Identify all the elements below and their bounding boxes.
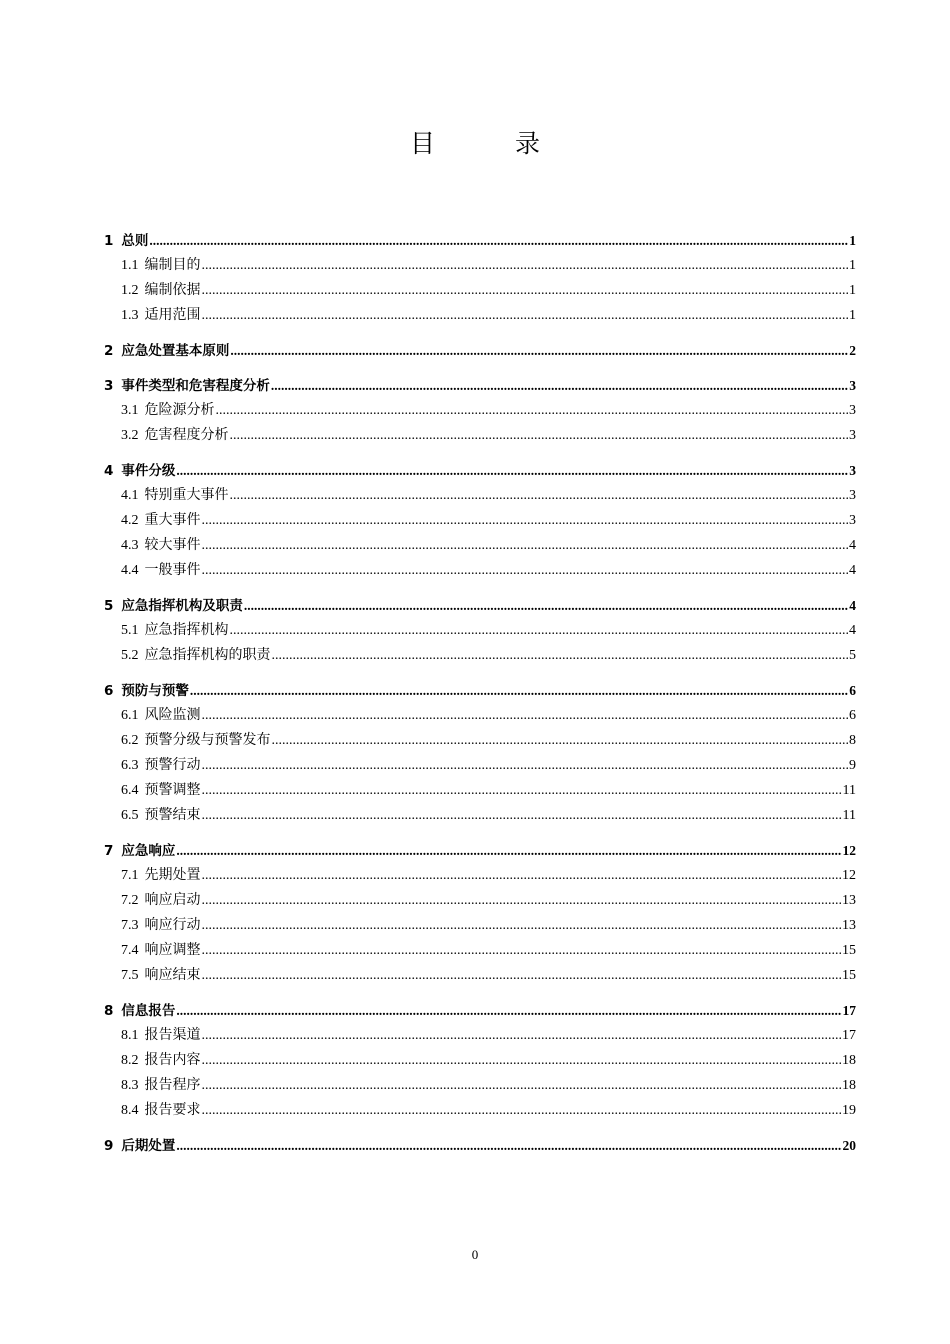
toc-entry-page: 3 [849, 488, 856, 503]
toc-entry-page: 1 [849, 258, 856, 273]
toc-entry-page: 13 [842, 918, 856, 933]
toc-entry-number: 6.3 [121, 758, 139, 773]
toc-entry-number: 4.3 [121, 538, 139, 553]
toc-dot-leader [202, 278, 849, 303]
toc-entry-page: 3 [849, 378, 856, 393]
page-number: 0 [471, 1247, 479, 1262]
toc-dot-leader [202, 558, 849, 583]
toc-entry-label [104, 229, 148, 254]
toc-entry-title: 编制依据 [144, 283, 201, 298]
toc-entry-title: 事件类型和危害程度分析 [121, 378, 270, 394]
toc-entry-label [121, 1048, 201, 1073]
toc-entry-number: 4.4 [121, 563, 139, 578]
toc-entry-page: 11 [842, 808, 856, 823]
toc-section-entry[interactable] [104, 508, 856, 533]
toc-entry-label [104, 839, 175, 864]
toc-entry-page: 9 [849, 758, 856, 773]
toc-entry-number: 8.3 [121, 1078, 139, 1093]
toc-entry-title: 风险监测 [144, 708, 201, 723]
toc-dot-leader [149, 228, 848, 253]
toc-entry-number: 3 [104, 378, 114, 394]
toc-entry-title: 总则 [121, 233, 149, 249]
toc-entry-number: 7.1 [121, 868, 139, 883]
toc-section-entry[interactable] [104, 888, 856, 913]
toc-dot-leader [190, 678, 848, 703]
toc-entry-page: 1 [849, 308, 856, 323]
toc-section-entry[interactable] [104, 423, 856, 448]
toc-entry-label [121, 913, 201, 938]
toc-entry-label [104, 459, 175, 484]
toc-entry-number: 6.2 [121, 733, 139, 748]
toc-entry-title: 应急指挥机构的职责 [144, 648, 271, 663]
toc-entry-number: 1.3 [121, 308, 139, 323]
toc-entry-label [121, 303, 201, 328]
toc-entry-title: 危险源分析 [144, 403, 215, 418]
toc-entry-number: 6.1 [121, 708, 139, 723]
toc-entry-title: 先期处置 [144, 868, 201, 883]
toc-dot-leader [202, 753, 849, 778]
toc-entry-number: 7.5 [121, 968, 139, 983]
toc-dot-leader [176, 1133, 841, 1158]
toc-entry-title: 适用范围 [144, 308, 201, 323]
toc-entry-label [121, 558, 201, 583]
toc-entry-label [121, 643, 271, 668]
toc-entry-page: 3 [849, 513, 856, 528]
toc-entry-title: 后期处置 [121, 1138, 176, 1154]
toc-entry-title: 危害程度分析 [144, 428, 229, 443]
toc-section-entry[interactable] [104, 703, 856, 728]
toc-dot-leader [176, 458, 848, 483]
toc-dot-leader [216, 398, 849, 423]
toc-entry-page: 1 [849, 233, 856, 248]
toc-entry-label [121, 398, 215, 423]
toc-entry-page: 12 [842, 868, 856, 883]
toc-entry-label [121, 533, 201, 558]
toc-entry-label [121, 963, 201, 988]
toc-chapter-entry[interactable] [104, 1133, 856, 1158]
toc-entry-page: 12 [842, 843, 856, 858]
toc-entry-page: 2 [849, 343, 856, 358]
toc-dot-leader [272, 728, 849, 753]
toc-section-entry[interactable] [104, 1048, 856, 1073]
toc-entry-number: 1.2 [121, 283, 139, 298]
toc-entry-number: 9 [104, 1138, 114, 1154]
toc-entry-label [121, 703, 201, 728]
toc-entry-title: 应急响应 [121, 843, 176, 859]
toc-entry-page: 4 [849, 598, 856, 613]
toc-entry-page: 17 [842, 1028, 856, 1043]
toc-dot-leader [271, 373, 848, 398]
toc-dot-leader [202, 703, 849, 728]
toc-chapter-entry[interactable] [104, 838, 856, 863]
toc-entry-label [104, 594, 243, 619]
toc-entry-label [121, 618, 229, 643]
toc-dot-leader [202, 1048, 842, 1073]
toc-dot-leader [202, 938, 842, 963]
toc-entry-title: 响应行动 [144, 918, 201, 933]
toc-entry-number: 6 [104, 683, 114, 699]
toc-section-entry[interactable] [104, 753, 856, 778]
toc-dot-leader [202, 253, 849, 278]
toc-entry-title: 预警分级与预警发布 [144, 733, 271, 748]
toc-dot-leader [176, 838, 841, 863]
toc-entry-page: 15 [842, 943, 856, 958]
toc-dot-leader [230, 423, 849, 448]
toc-section-entry[interactable] [104, 803, 856, 828]
toc-dot-leader [272, 643, 849, 668]
toc-entry-page: 15 [842, 968, 856, 983]
toc-section-entry[interactable] [104, 398, 856, 423]
toc-section-entry[interactable] [104, 558, 856, 583]
toc-entry-number: 4.2 [121, 513, 139, 528]
toc-entry-label [121, 278, 201, 303]
toc-entry-number: 1.1 [121, 258, 139, 273]
toc-section-entry[interactable] [104, 253, 856, 278]
toc-entry-title: 预警行动 [144, 758, 201, 773]
toc-section-entry[interactable] [104, 643, 856, 668]
toc-chapter-entry[interactable] [104, 593, 856, 618]
toc-entry-label [104, 679, 189, 704]
toc-entry-title: 特别重大事件 [144, 488, 229, 503]
toc-entry-title: 响应调整 [144, 943, 201, 958]
toc-entry-title: 响应启动 [144, 893, 201, 908]
toc-entry-page: 20 [842, 1138, 856, 1153]
toc-entry-label [104, 374, 270, 399]
toc-entry-label [121, 863, 201, 888]
toc-entry-title: 预警调整 [144, 783, 201, 798]
toc-chapter-entry[interactable] [104, 338, 856, 363]
toc-entry-number: 5 [104, 598, 114, 614]
toc-section-entry[interactable] [104, 938, 856, 963]
toc-entry-title: 应急指挥机构及职责 [121, 598, 243, 614]
toc-entry-title: 应急处置基本原则 [121, 343, 230, 359]
toc-entry-number: 8 [104, 1003, 114, 1019]
toc-entry-page: 18 [842, 1053, 856, 1068]
toc-entry-page: 19 [842, 1103, 856, 1118]
toc-entry-title: 报告渠道 [144, 1028, 201, 1043]
toc-chapter-entry[interactable] [104, 373, 856, 398]
toc-entry-title: 响应结束 [144, 968, 201, 983]
toc-entry-number: 7 [104, 843, 114, 859]
toc-dot-leader [202, 303, 849, 328]
toc-chapter-entry[interactable] [104, 678, 856, 703]
toc-entry-page: 4 [849, 623, 856, 638]
toc-entry-label [121, 888, 201, 913]
toc-dot-leader [230, 483, 849, 508]
toc-dot-leader [202, 803, 842, 828]
toc-dot-leader [202, 1023, 842, 1048]
toc-entry-number: 7.2 [121, 893, 139, 908]
toc-entry-label [104, 1134, 175, 1159]
toc-entry-number: 7.3 [121, 918, 139, 933]
toc-entry-label [121, 423, 229, 448]
toc-entry-title: 报告程序 [144, 1078, 201, 1093]
toc-section-entry[interactable] [104, 778, 856, 803]
toc-dot-leader [202, 888, 842, 913]
toc-dot-leader [244, 593, 848, 618]
toc-section-entry[interactable] [104, 728, 856, 753]
toc-entry-label [121, 483, 229, 508]
toc-entry-label [121, 728, 271, 753]
toc-entry-page: 11 [842, 783, 856, 798]
toc-section-entry[interactable] [104, 863, 856, 888]
toc-entry-title: 报告要求 [144, 1103, 201, 1118]
toc-entry-title: 报告内容 [144, 1053, 201, 1068]
toc-dot-leader [202, 913, 842, 938]
toc-entry-number: 6.4 [121, 783, 139, 798]
toc-entry-title: 应急指挥机构 [144, 623, 229, 638]
toc-chapter-entry[interactable] [104, 228, 856, 253]
page-title: 目 录 [410, 129, 576, 158]
toc-entry-title: 一般事件 [144, 563, 201, 578]
toc-section-entry[interactable] [104, 913, 856, 938]
toc-entry-title: 较大事件 [144, 538, 201, 553]
toc-entry-number: 5.1 [121, 623, 139, 638]
toc-dot-leader [230, 618, 849, 643]
toc-dot-leader [202, 963, 842, 988]
toc-entry-label [121, 253, 201, 278]
toc-entry-label [104, 339, 229, 364]
toc-entry-page: 13 [842, 893, 856, 908]
toc-entry-number: 8.1 [121, 1028, 139, 1043]
toc-entry-label [121, 938, 201, 963]
toc-entry-title: 预警结束 [144, 808, 201, 823]
toc-section-entry[interactable] [104, 618, 856, 643]
toc-entry-label [121, 1073, 201, 1098]
toc-section-entry[interactable] [104, 1023, 856, 1048]
toc-entry-page: 4 [849, 563, 856, 578]
toc-entry-label [121, 508, 201, 533]
toc-entry-page: 8 [849, 733, 856, 748]
toc-entry-number: 3.1 [121, 403, 139, 418]
toc-dot-leader [176, 998, 841, 1023]
toc-entry-number: 7.4 [121, 943, 139, 958]
toc-section-entry[interactable] [104, 533, 856, 558]
toc-chapter-entry[interactable] [104, 458, 856, 483]
toc-section-entry[interactable] [104, 483, 856, 508]
toc-entry-page: 6 [849, 708, 856, 723]
toc-entry-label [121, 1023, 201, 1048]
toc-entry-title: 事件分级 [121, 463, 176, 479]
toc-dot-leader [202, 533, 849, 558]
toc-entry-number: 1 [104, 233, 114, 249]
toc-entry-number: 2 [104, 343, 114, 359]
toc-entry-number: 6.5 [121, 808, 139, 823]
toc-entry-page: 3 [849, 463, 856, 478]
toc-entry-page: 17 [842, 1003, 856, 1018]
toc-entry-number: 4.1 [121, 488, 139, 503]
toc-entry-page: 18 [842, 1078, 856, 1093]
toc-section-entry[interactable] [104, 963, 856, 988]
toc-dot-leader [202, 1073, 842, 1098]
toc-entry-number: 3.2 [121, 428, 139, 443]
toc-entry-number: 8.2 [121, 1053, 139, 1068]
toc-dot-leader [202, 863, 842, 888]
toc-entry-page: 1 [849, 283, 856, 298]
toc-entry-page: 3 [849, 428, 856, 443]
toc-entry-number: 4 [104, 463, 114, 479]
toc-entry-label [121, 778, 201, 803]
toc-entry-number: 5.2 [121, 648, 139, 663]
toc-section-entry[interactable] [104, 1098, 856, 1123]
toc-section-entry[interactable] [104, 1073, 856, 1098]
toc-dot-leader [202, 508, 849, 533]
toc-entry-label [121, 803, 201, 828]
toc-entry-page: 4 [849, 538, 856, 553]
toc-chapter-entry[interactable] [104, 998, 856, 1023]
toc-section-entry[interactable] [104, 278, 856, 303]
toc-dot-leader [230, 338, 848, 363]
toc-dot-leader [202, 778, 842, 803]
toc-entry-label [121, 1098, 201, 1123]
toc-entry-number: 8.4 [121, 1103, 139, 1118]
table-of-contents [104, 228, 856, 1158]
toc-entry-label [121, 753, 201, 778]
toc-entry-label [104, 999, 175, 1024]
toc-entry-title: 信息报告 [121, 1003, 176, 1019]
toc-entry-title: 预防与预警 [121, 683, 189, 699]
toc-entry-title: 编制目的 [144, 258, 201, 273]
toc-dot-leader [202, 1098, 842, 1123]
toc-entry-page: 5 [849, 648, 856, 663]
toc-entry-page: 6 [849, 683, 856, 698]
toc-entry-page: 3 [849, 403, 856, 418]
toc-entry-title: 重大事件 [144, 513, 201, 528]
toc-section-entry[interactable] [104, 303, 856, 328]
